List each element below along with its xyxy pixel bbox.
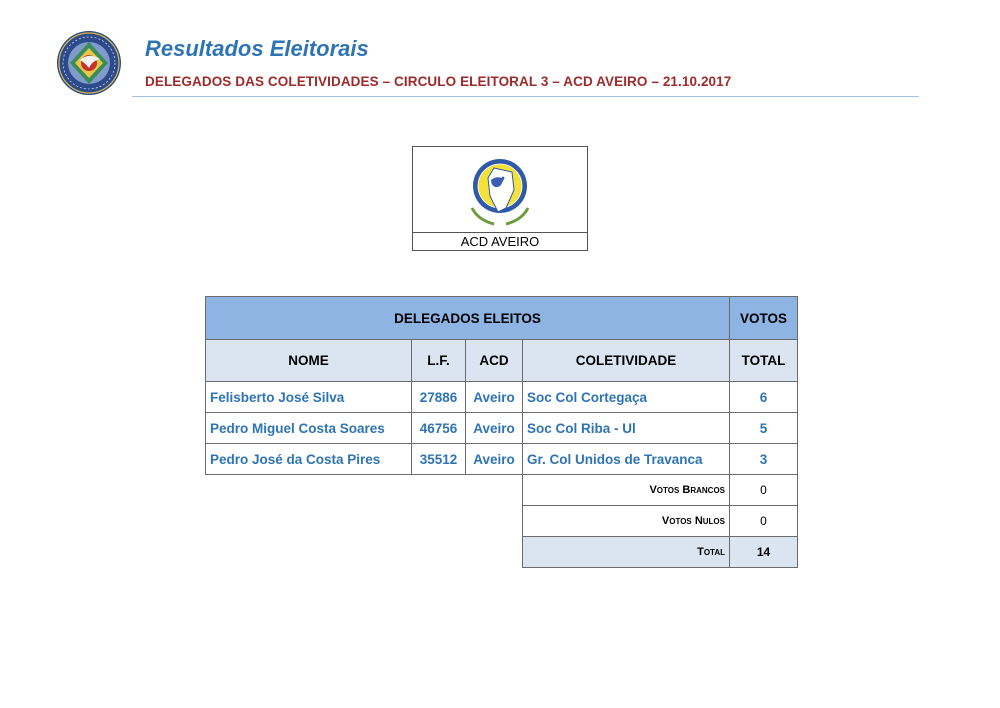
- cell-coletividade: Soc Col Riba - Ul: [523, 413, 730, 444]
- delegados-eleitos-header: DELEGADOS ELEITOS: [206, 297, 730, 340]
- votos-nulos-value: 0: [730, 506, 798, 537]
- document-subtitle: DELEGADOS DAS COLETIVIDADES – CIRCULO ELEITORAL 3 – ACD AVEIRO – 21.10.2017: [145, 74, 732, 89]
- club-emblem-logo: [464, 150, 536, 230]
- cell-coletividade: Gr. Col Unidos de Travanca: [523, 444, 730, 475]
- club-logo-cell: [413, 147, 587, 233]
- cell-acd: Aveiro: [466, 444, 523, 475]
- table-row: [206, 444, 798, 475]
- cell-nome: Felisberto José Silva: [206, 382, 412, 413]
- cell-total: 3: [730, 444, 798, 475]
- column-header-total: TOTAL: [730, 340, 798, 382]
- club-card: [412, 146, 588, 251]
- cell-total: 5: [730, 413, 798, 444]
- cell-acd: Aveiro: [466, 413, 523, 444]
- votos-brancos-label: Votos Brancos: [523, 475, 730, 506]
- column-header-nome: NOME: [206, 340, 412, 382]
- cell-lf: 46756: [412, 413, 466, 444]
- column-header-lf: L.F.: [412, 340, 466, 382]
- cell-lf: 27886: [412, 382, 466, 413]
- document-title: Resultados Eleitorais: [145, 36, 369, 61]
- summary-row-brancos: [206, 475, 798, 506]
- votos-header: VOTOS: [730, 297, 798, 340]
- total-label: Total: [523, 537, 730, 568]
- federation-seal-logo: [56, 30, 122, 96]
- club-name: ACD AVEIRO: [460, 234, 540, 249]
- table-column-header-row: [206, 340, 798, 382]
- votos-nulos-label: Votos Nulos: [523, 506, 730, 537]
- total-value: 14: [730, 537, 798, 568]
- header-divider: [132, 96, 919, 97]
- cell-acd: Aveiro: [466, 382, 523, 413]
- summary-row-nulos: [206, 506, 798, 537]
- column-header-coletividade: COLETIVIDADE: [523, 340, 730, 382]
- cell-nome: Pedro Miguel Costa Soares: [206, 413, 412, 444]
- summary-spacer: [206, 537, 523, 568]
- cell-total: 6: [730, 382, 798, 413]
- table-group-header-row: [206, 297, 798, 340]
- votos-brancos-value: 0: [730, 475, 798, 506]
- summary-spacer: [206, 475, 523, 506]
- summary-row-total: [206, 537, 798, 568]
- cell-lf: 35512: [412, 444, 466, 475]
- results-table: [205, 296, 798, 568]
- table-row: [206, 382, 798, 413]
- cell-nome: Pedro José da Costa Pires: [206, 444, 412, 475]
- column-header-acd: ACD: [466, 340, 523, 382]
- cell-coletividade: Soc Col Cortegaça: [523, 382, 730, 413]
- summary-spacer: [206, 506, 523, 537]
- table-row: [206, 413, 798, 444]
